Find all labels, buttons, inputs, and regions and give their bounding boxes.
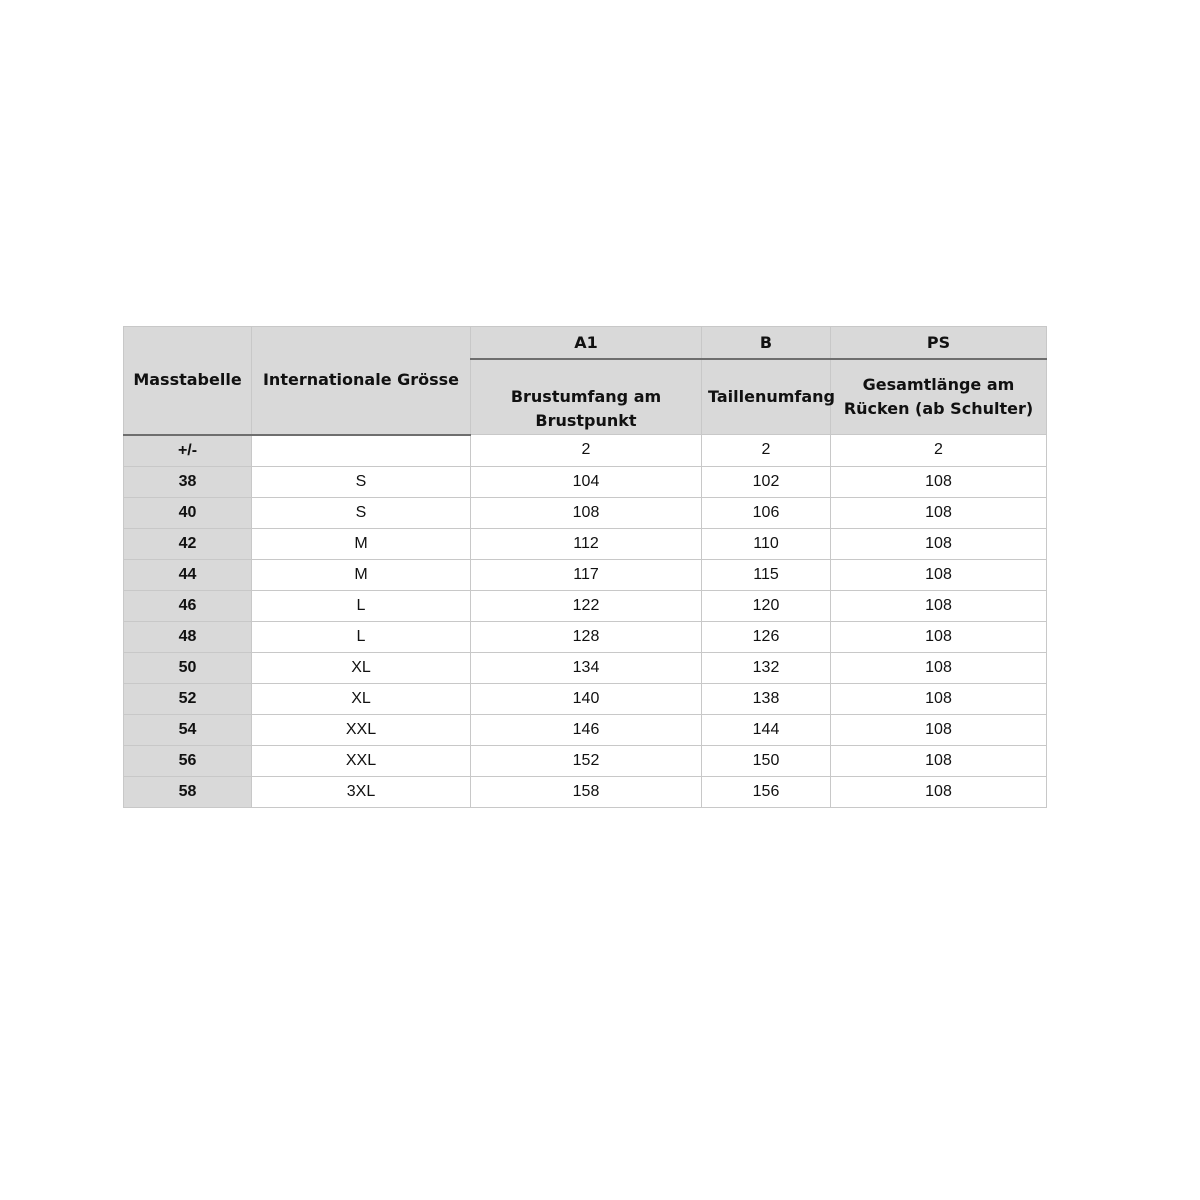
b-value-cell: 115 [702,559,831,590]
ps-value-cell: 108 [831,776,1047,807]
international-size-cell: M [252,559,471,590]
size-cell: 42 [124,528,252,559]
a1-value-cell: 122 [471,590,702,621]
ps-value-cell: 108 [831,590,1047,621]
ps-value-cell: 108 [831,652,1047,683]
ps-value-cell: 108 [831,745,1047,776]
international-size-cell: XL [252,683,471,714]
size-cell: 54 [124,714,252,745]
size-cell: 48 [124,621,252,652]
ps-value-cell: 108 [831,528,1047,559]
size-cell: 40 [124,497,252,528]
table-row [124,745,1047,776]
international-size-cell: S [252,466,471,497]
a1-value-cell: 108 [471,497,702,528]
column-code-ps: PS [831,327,1047,360]
tolerance-row [124,435,1047,467]
ps-value-cell: 108 [831,621,1047,652]
ps-value-cell: 108 [831,466,1047,497]
table-row [124,528,1047,559]
header-code-row [124,327,1047,360]
column-code-a1: A1 [471,327,702,360]
table-row [124,683,1047,714]
size-cell: 52 [124,683,252,714]
b-value-cell: 126 [702,621,831,652]
table-row [124,497,1047,528]
table-row [124,714,1047,745]
table-row [124,590,1047,621]
ps-value-cell: 108 [831,497,1047,528]
international-size-cell: 3XL [252,776,471,807]
table-row [124,466,1047,497]
a1-value-cell: 104 [471,466,702,497]
ps-value-cell: 108 [831,683,1047,714]
a1-value-cell: 140 [471,683,702,714]
international-size-cell: L [252,590,471,621]
international-size-cell: L [252,621,471,652]
table-row [124,621,1047,652]
b-value-cell: 138 [702,683,831,714]
column-label-a1: Brustumfang am Brustpunkt [471,359,702,435]
column-label-ps: Gesamtlänge am Rücken (ab Schulter) [831,359,1047,435]
masstabelle-header: Masstabelle [124,327,252,435]
international-size-header: Internationale Grösse [252,327,471,435]
international-size-cell: XL [252,652,471,683]
column-code-b: B [702,327,831,360]
b-value-cell: 150 [702,745,831,776]
table-header [124,327,1047,435]
international-size-cell: M [252,528,471,559]
a1-value-cell: 117 [471,559,702,590]
table-row [124,559,1047,590]
tolerance-b: 2 [702,435,831,467]
international-size-cell: XXL [252,745,471,776]
ps-value-cell: 108 [831,714,1047,745]
a1-value-cell: 134 [471,652,702,683]
tolerance-int-cell [252,435,471,467]
ps-value-cell: 108 [831,559,1047,590]
b-value-cell: 156 [702,776,831,807]
a1-value-cell: 112 [471,528,702,559]
b-value-cell: 110 [702,528,831,559]
a1-value-cell: 146 [471,714,702,745]
international-size-cell: XXL [252,714,471,745]
table-body [124,435,1047,808]
b-value-cell: 102 [702,466,831,497]
column-label-b: Taillenumfang [702,359,831,435]
size-cell: 56 [124,745,252,776]
tolerance-ps: 2 [831,435,1047,467]
tolerance-a1: 2 [471,435,702,467]
b-value-cell: 120 [702,590,831,621]
table-row [124,652,1047,683]
size-cell: 44 [124,559,252,590]
size-cell: 50 [124,652,252,683]
b-value-cell: 106 [702,497,831,528]
table-row [124,776,1047,807]
tolerance-label: +/- [124,435,252,467]
a1-value-cell: 158 [471,776,702,807]
a1-value-cell: 128 [471,621,702,652]
size-chart-table [123,326,1047,808]
b-value-cell: 144 [702,714,831,745]
size-cell: 38 [124,466,252,497]
a1-value-cell: 152 [471,745,702,776]
size-cell: 58 [124,776,252,807]
international-size-cell: S [252,497,471,528]
size-cell: 46 [124,590,252,621]
b-value-cell: 132 [702,652,831,683]
